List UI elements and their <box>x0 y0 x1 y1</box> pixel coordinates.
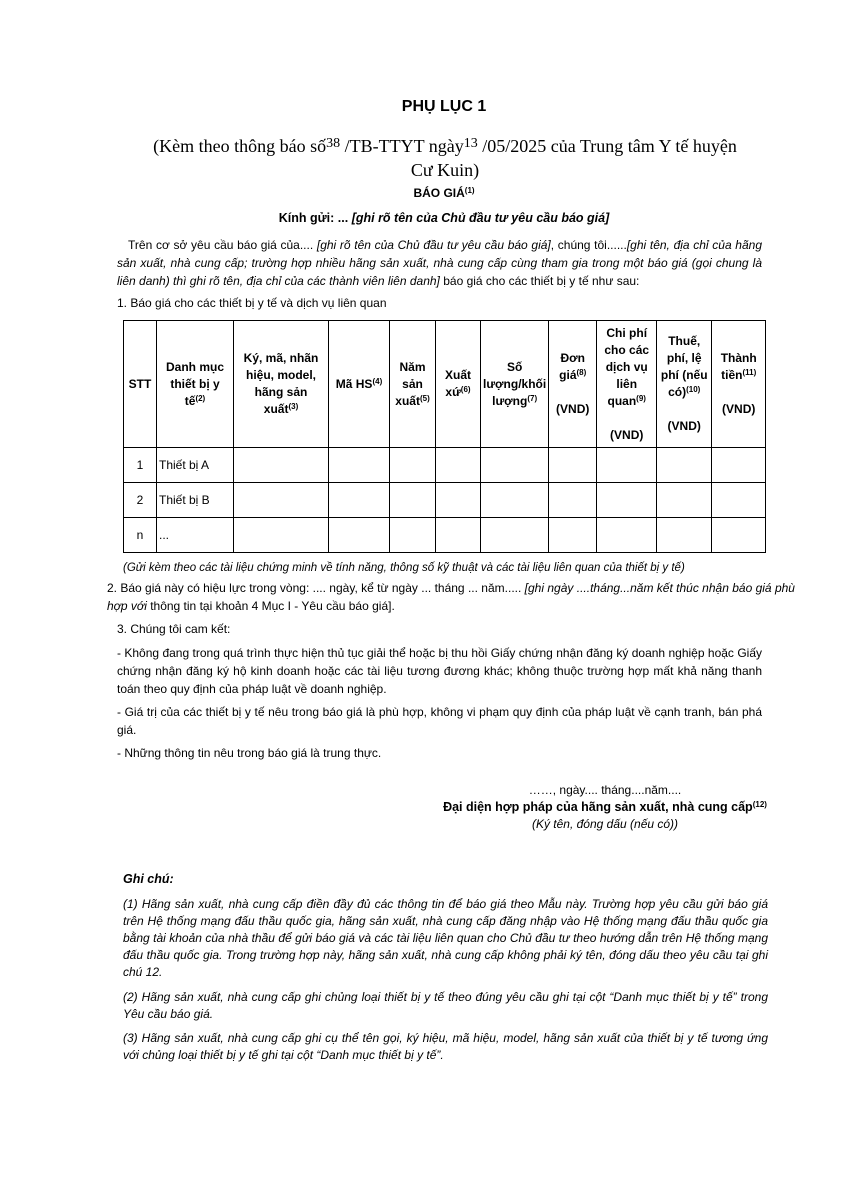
table-note: (Gửi kèm theo các tài liệu chứng minh về tính năng, thông số kỹ thuật và các tài liệu liên quan của thiết bị y tế) <box>123 562 685 574</box>
quote-heading-label: BÁO GIÁ <box>413 186 465 200</box>
commitment-item: - Giá trị của các thiết bị y tế nêu trong báo giá là phù hợp, không vi phạm quy định của pháp luật về cạnh tranh, bán phá giá. <box>117 705 762 737</box>
quote-table <box>123 320 766 553</box>
recipient-prefix: Kính gửi: ... <box>278 211 352 225</box>
notice-number: 38 <box>326 136 341 151</box>
table-header-row <box>124 321 766 448</box>
col-header-total: Thành tiền$^{(11)}$ (VND) <box>712 321 766 448</box>
notes-heading: Ghi chú: <box>123 872 174 886</box>
signature-representative: Đại diện hợp pháp của hãng sản xuất, nhà cung cấp$^{(12)}$ <box>443 800 767 814</box>
col-header-unit-price: Đơn giá$^{(8)}$ (VND) <box>549 321 597 448</box>
col-header-device: Danh mục thiết bị y tế$^{(2)}$ <box>157 321 234 448</box>
signature-note: (Ký tên, đóng dấu (nếu có)) <box>531 817 679 831</box>
col-header-model: Ký, mã, nhãn hiệu, model, hãng sản xuất$^{(3)}$ <box>234 321 329 448</box>
section-2-text-2: thông tin tại khoản 4 Mục I - Yêu cầu báo giá]. <box>146 599 395 613</box>
col-header-service-cost: Chi phí cho các dịch vụ liên quan$^{(9)}$ (VND) <box>597 321 657 448</box>
section-2-italic: [ghi ngày ....tháng...năm kết thúc nhận báo giá phù hợp với <box>107 581 795 613</box>
subtitle-part-c: /05/2025 của Trung tâm Y tế huyện Cư Kuin) <box>410 136 737 180</box>
col-header-year: Năm sản xuất$^{(5)}$ <box>390 321 436 448</box>
cell-stt: 1 <box>124 448 157 483</box>
intro-text-1: Trên cơ sở yêu cầu báo giá của.... <box>128 238 317 252</box>
cell-stt: n <box>124 518 157 553</box>
intro-italic-1: [ghi rõ tên của Chủ đầu tư yêu cầu báo giá] <box>316 238 551 252</box>
col-header-hs-code: Mã HS$^{(4)}$ <box>329 321 390 448</box>
quote-heading-footnote: (1) <box>464 186 475 195</box>
signature-block <box>440 782 770 833</box>
cell-device: Thiết bị A <box>157 448 234 483</box>
commitment-item: - Không đang trong quá trình thực hiện thủ tục giải thể hoặc bị thu hồi Giấy chứng nhận đăng ký doanh nghiệp hoặc Giấy chứng nhận đăng ký hộ kinh doanh hoặc các tài liệu tương đương khác; không thuộc trường hợp mất khả năng thanh toán theo quy định của pháp luật về doanh nghiệp. <box>117 646 762 696</box>
subtitle-part-b: /TB-TTYT ngày <box>344 136 464 156</box>
col-header-tax: Thuế, phí, lệ phí (nếu có)$^{(10)}$ (VND) <box>657 321 712 448</box>
cell-stt: 2 <box>124 483 157 518</box>
recipient-placeholder: [ghi rõ tên của Chủ đầu tư yêu cầu báo giá] <box>351 211 610 225</box>
intro-paragraph <box>117 236 762 290</box>
footnote-item: (1) Hãng sản xuất, nhà cung cấp điền đầy đủ các thông tin để báo giá theo Mẫu này. Trường hợp yêu cầu gửi báo giá trên Hệ thống mạng đấu thầu quốc gia, hãng sản xuất, nhà cung cấp đăng nhập vào Hệ thống mạng đấu thầu quốc gia bằng tài khoản của nhà thầu để gửi báo giá và các tài liệu liên quan cho Chủ đầu tư theo hướng dẫn trên Hệ thống mạng đấu thầu quốc gia. Trong trường hợp này, hãng sản xuất, nhà cung cấp không phải ký tên, đóng dấu theo yêu cầu tại ghi chú 12. <box>123 897 768 979</box>
footnote-item: (2) Hãng sản xuất, nhà cung cấp ghi chủng loại thiết bị y tế theo đúng yêu cầu ghi tại cột “Danh mục thiết bị y tế” trong Yêu cầu báo giá. <box>123 990 768 1021</box>
intro-italic-2: [ghi tên, địa chỉ của hãng sản xuất, nhà cung cấp; trường hợp nhiều hãng sản xuất, nhà cung cấp cùng tham gia trong một báo giá (gọi chung là liên danh) thì ghi rõ tên, địa chỉ của các thành viên liên danh] <box>117 238 763 288</box>
table-row <box>124 448 766 483</box>
recipient-line <box>0 211 848 225</box>
col-header-quantity: Số lượng/khối lượng$^{(7)}$ <box>481 321 549 448</box>
table-row <box>124 483 766 518</box>
section-2-text-1: 2. Báo giá này có hiệu lực trong vòng: .... ngày, kể từ ngày ... tháng ... năm..... <box>107 581 525 595</box>
notice-day: 13 <box>463 136 478 151</box>
signature-date: ……, ngày.... tháng....năm.... <box>528 783 682 797</box>
quote-heading <box>0 186 848 200</box>
table-row <box>124 518 766 553</box>
commitment-item: - Những thông tin nêu trong báo giá là trung thực. <box>117 746 382 760</box>
footnote-item: (3) Hãng sản xuất, nhà cung cấp ghi cụ thể tên gọi, ký hiệu, mã hiệu, model, hãng sản xuất của thiết bị y tế tương ứng với chủng loại thiết bị y tế ghi tại cột “Danh mục thiết bị y tế”. <box>123 1031 768 1062</box>
subtitle-part-a: (Kèm theo thông báo số <box>153 136 327 156</box>
section-3-heading: 3. Chúng tôi cam kết: <box>117 622 231 636</box>
page-subtitle <box>140 132 750 182</box>
col-header-stt: STT <box>124 321 157 448</box>
intro-text-3: báo giá cho các thiết bị y tế như sau: <box>439 274 640 288</box>
section-1-heading: 1. Báo giá cho các thiết bị y tế và dịch vụ liên quan <box>117 296 387 310</box>
intro-text-2: , chúng tôi...... <box>550 238 627 252</box>
cell-device: Thiết bị B <box>157 483 234 518</box>
col-header-origin: Xuất xứ$^{(6)}$ <box>436 321 481 448</box>
cell-device: ... <box>157 518 234 553</box>
page-title: PHỤ LỤC 1 <box>401 98 487 115</box>
section-2 <box>107 579 795 615</box>
